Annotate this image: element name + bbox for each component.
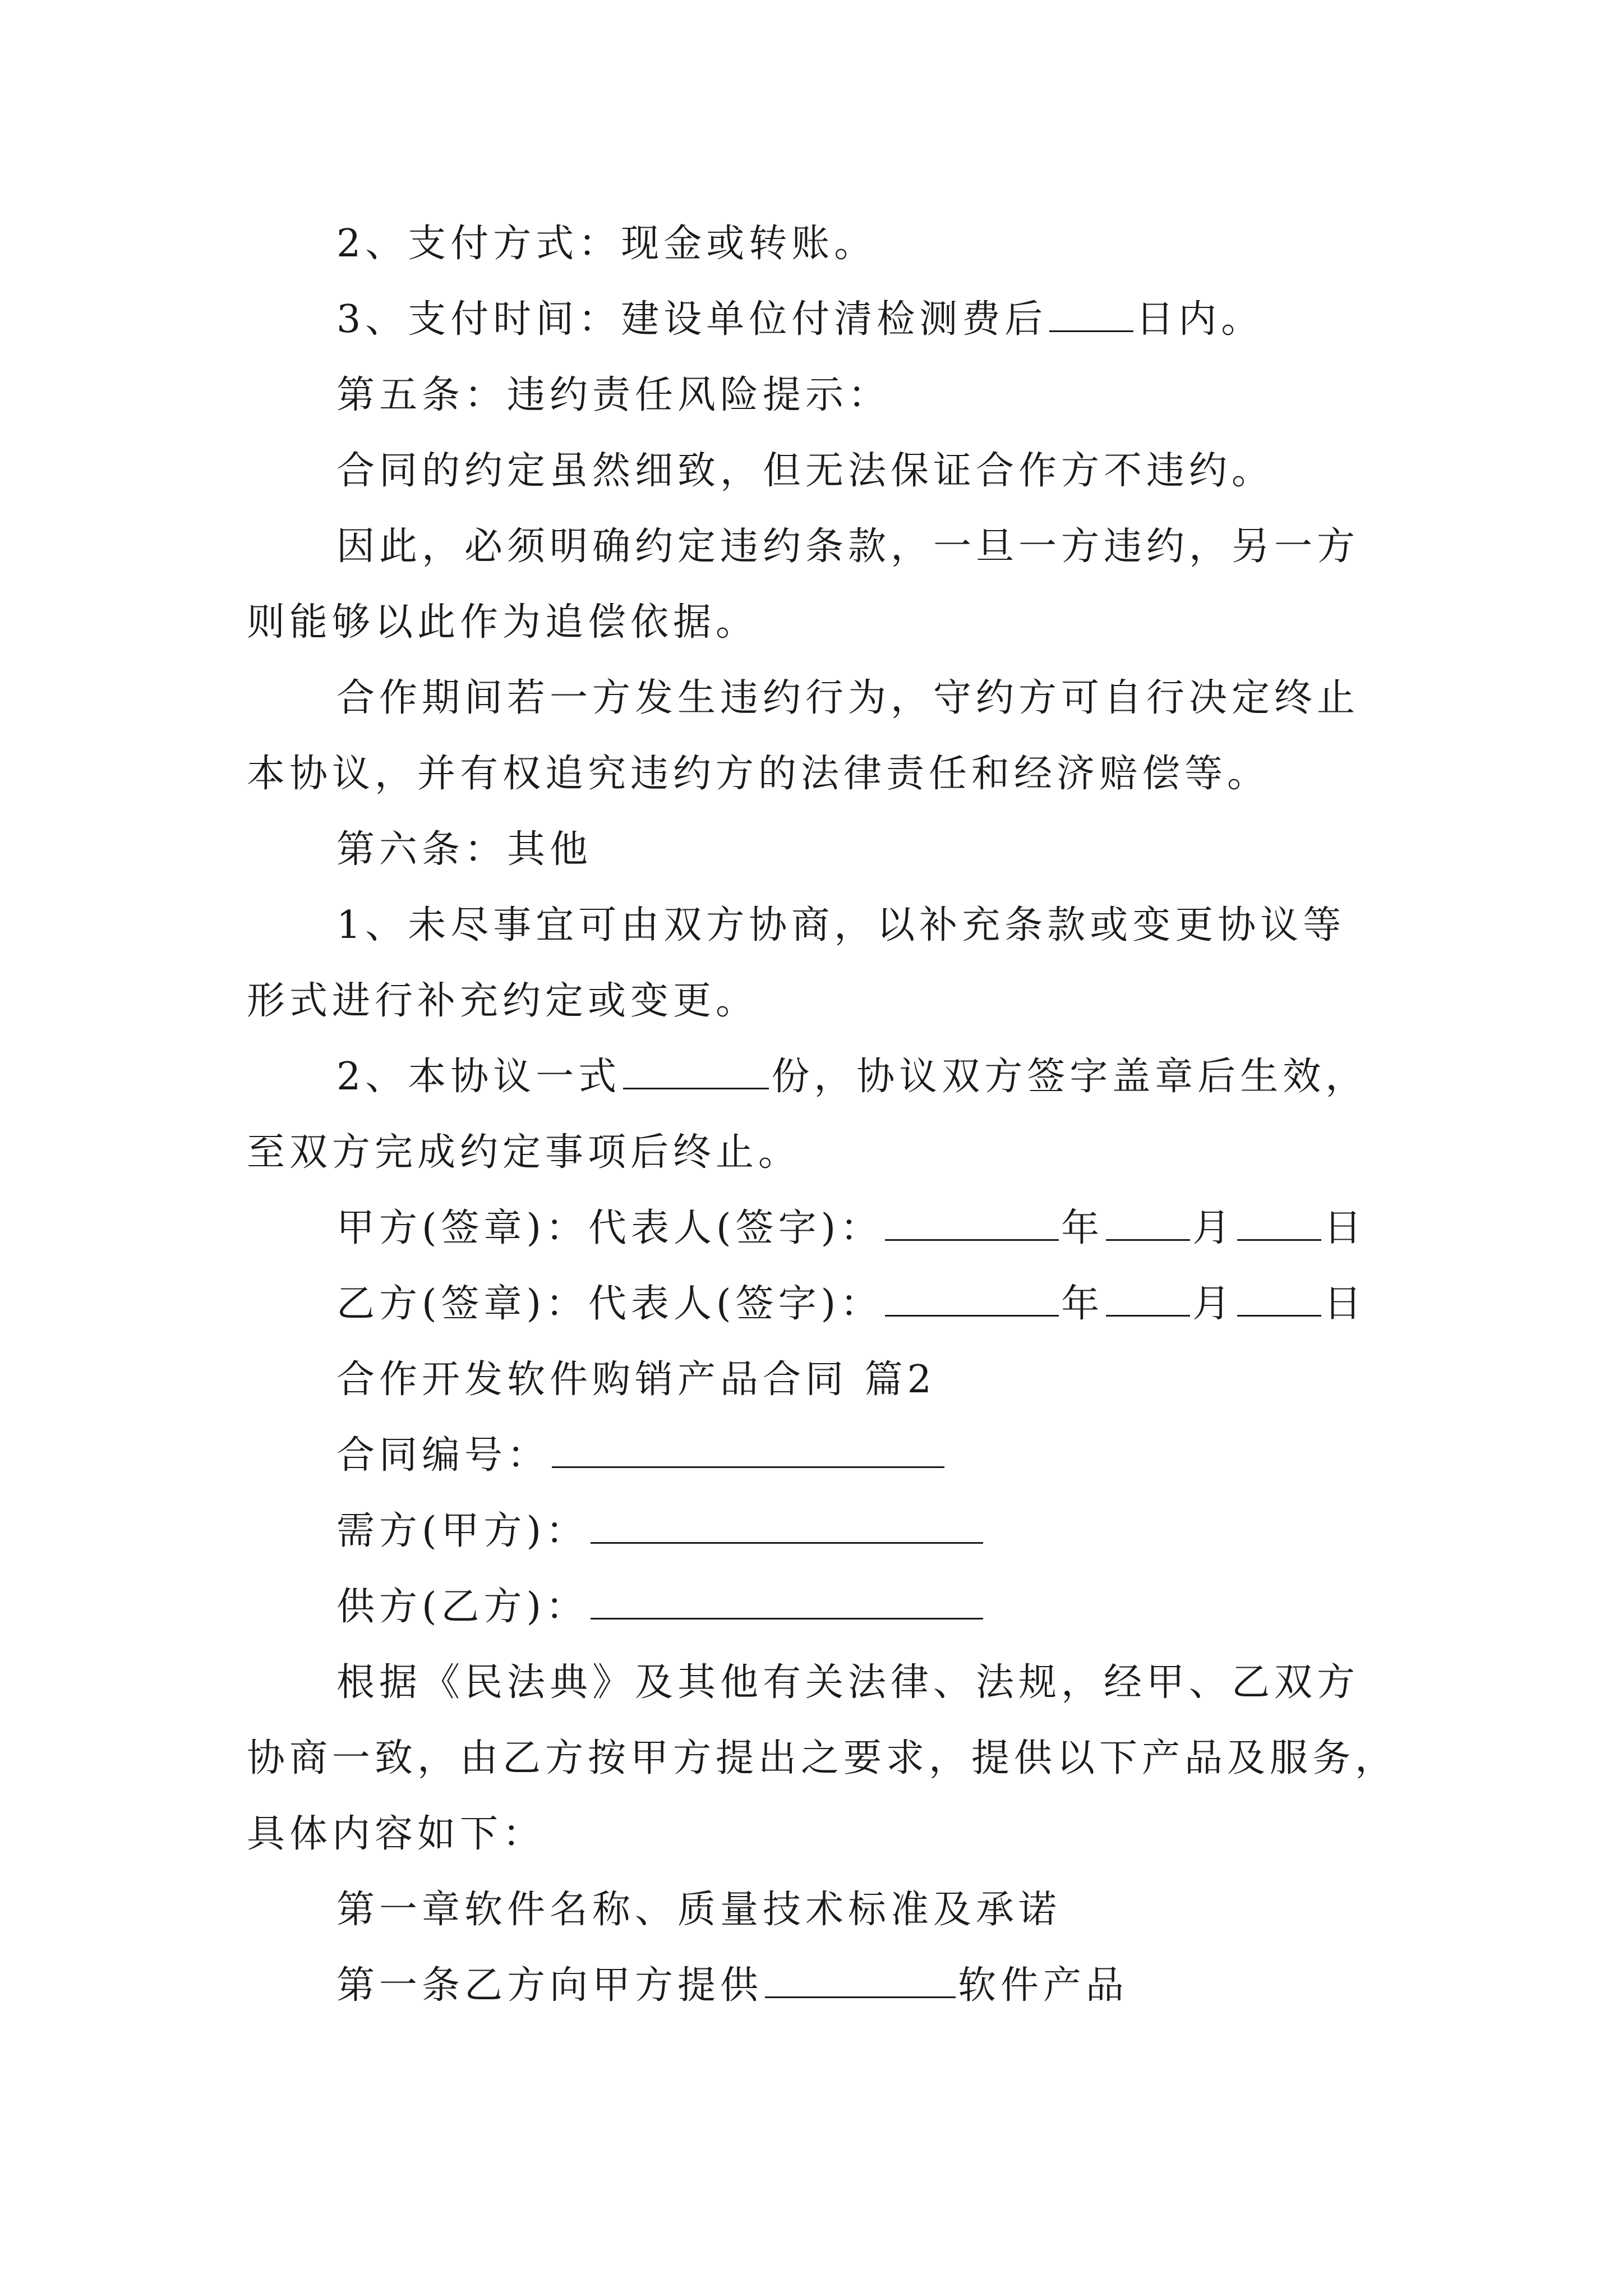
chapter-heading: 第一章软件名称、质量技术标准及承诺 xyxy=(336,1888,1062,1932)
paragraph-line: 协商一致，由乙方按甲方提出之要求，提供以下产品及服务， xyxy=(247,1736,1398,1780)
paragraph-line: 3、支付时间：建设单位付清检测费后 日内。 xyxy=(336,297,1264,342)
fill-in-blank xyxy=(765,1965,956,1998)
paragraph-line: 合同的约定虽然细致，但无法保证合作方不违约。 xyxy=(336,449,1275,493)
fill-in-blank xyxy=(1237,1283,1321,1317)
fill-in-blank xyxy=(591,1511,983,1544)
fill-in-blank xyxy=(885,1283,1059,1317)
document-subtitle: 合作开发软件购销产品合同 篇2 xyxy=(336,1358,936,1402)
paragraph-line: 2、支付方式：现金或转账。 xyxy=(336,222,877,266)
paragraph-line: 至双方完成约定事项后终止。 xyxy=(247,1130,801,1175)
section-heading: 第五条：违约责任风险提示： xyxy=(336,373,891,417)
paragraph-line: 因此，必须明确约定违约条款，一旦一方违约，另一方 xyxy=(336,524,1360,569)
buyer-line: 需方(甲方)： xyxy=(336,1509,985,1554)
fill-in-blank xyxy=(552,1435,944,1468)
fill-in-blank xyxy=(623,1056,769,1089)
section-heading: 第六条：其他 xyxy=(336,827,593,872)
fill-in-blank xyxy=(1106,1208,1190,1241)
paragraph-line: 1、未尽事宜可由双方协商，以补充条款或变更协议等 xyxy=(336,903,1346,947)
paragraph-line: 形式进行补充约定或变更。 xyxy=(247,979,759,1023)
paragraph-line: 第一条乙方向甲方提供 软件产品 xyxy=(336,1963,1129,2008)
paragraph-line: 根据《民法典》及其他有关法律、法规，经甲、乙双方 xyxy=(336,1660,1360,1705)
paragraph-line: 合作期间若一方发生违约行为，守约方可自行决定终止 xyxy=(336,676,1360,720)
fill-in-blank xyxy=(1106,1283,1190,1317)
paragraph-line: 则能够以此作为追偿依据。 xyxy=(247,600,759,645)
paragraph-line: 具体内容如下： xyxy=(247,1812,546,1856)
signature-line-party-b: 乙方(签章)：代表人(签字)： 年 月 日 xyxy=(336,1282,1367,1326)
paragraph-line: 本协议，并有权追究违约方的法律责任和经济赔偿等。 xyxy=(247,752,1270,796)
fill-in-blank xyxy=(885,1208,1059,1241)
signature-line-party-a: 甲方(签章)：代表人(签字)： 年 月 日 xyxy=(336,1206,1367,1250)
fill-in-blank xyxy=(591,1586,983,1619)
supplier-line: 供方(乙方)： xyxy=(336,1585,985,1630)
fill-in-blank xyxy=(1237,1208,1321,1241)
fill-in-blank xyxy=(1049,299,1133,332)
contract-number-line: 合同编号： xyxy=(336,1433,947,1478)
paragraph-line: 2、本协议一式 份，协议双方签字盖章后生效， xyxy=(336,1055,1368,1099)
